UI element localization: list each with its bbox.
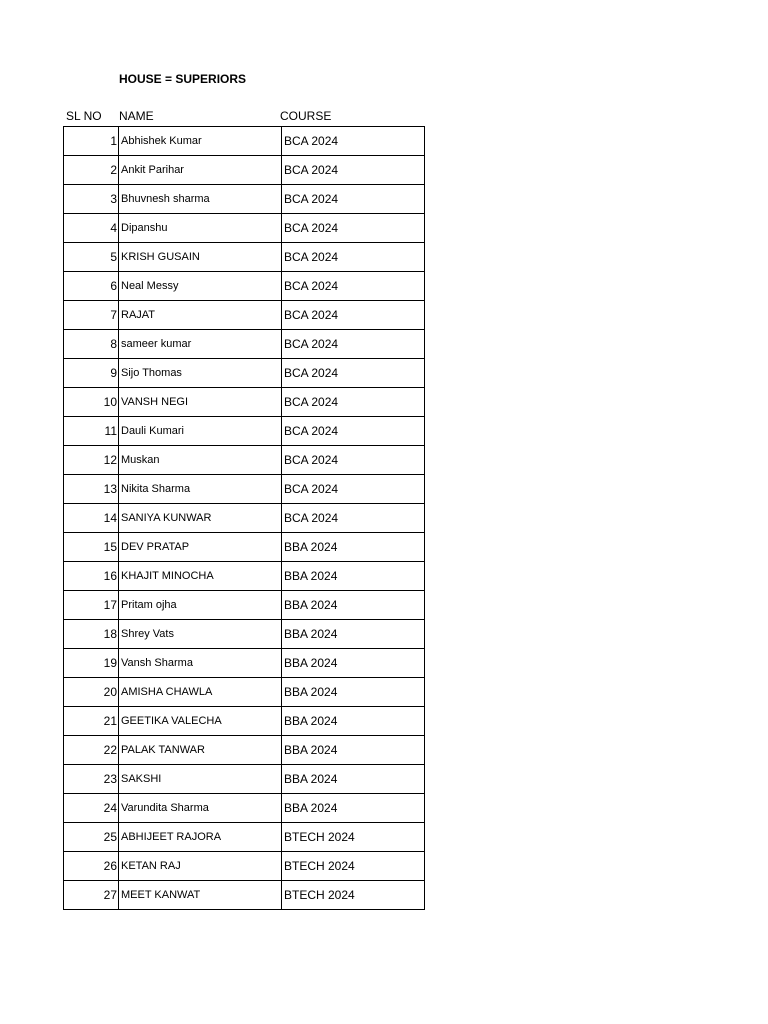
table-row [64, 156, 425, 185]
header-course: COURSE [280, 109, 332, 123]
sl-no-cell: 5 [64, 243, 119, 272]
sl-no-cell: 11 [64, 417, 119, 446]
table-row [64, 417, 425, 446]
course-cell: BCA 2024 [282, 156, 425, 185]
course-cell: BBA 2024 [282, 620, 425, 649]
course-cell: BCA 2024 [282, 504, 425, 533]
name-cell: GEETIKA VALECHA [119, 707, 282, 736]
name-cell: Varundita Sharma [119, 794, 282, 823]
table-row [64, 504, 425, 533]
name-cell: Vansh Sharma [119, 649, 282, 678]
table-row [64, 649, 425, 678]
name-cell: Shrey Vats [119, 620, 282, 649]
course-cell: BCA 2024 [282, 330, 425, 359]
sl-no-cell: 26 [64, 852, 119, 881]
course-cell: BCA 2024 [282, 185, 425, 214]
sl-no-cell: 16 [64, 562, 119, 591]
table-row [64, 214, 425, 243]
sl-no-cell: 9 [64, 359, 119, 388]
sl-no-cell: 3 [64, 185, 119, 214]
roster-table [63, 126, 425, 910]
table-row [64, 301, 425, 330]
name-cell: DEV PRATAP [119, 533, 282, 562]
name-cell: AMISHA CHAWLA [119, 678, 282, 707]
table-row [64, 388, 425, 417]
table-row [64, 736, 425, 765]
course-cell: BCA 2024 [282, 272, 425, 301]
name-cell: KETAN RAJ [119, 852, 282, 881]
course-cell: BCA 2024 [282, 475, 425, 504]
course-cell: BCA 2024 [282, 388, 425, 417]
table-row [64, 359, 425, 388]
sl-no-cell: 20 [64, 678, 119, 707]
course-cell: BCA 2024 [282, 243, 425, 272]
table-row [64, 881, 425, 910]
sl-no-cell: 25 [64, 823, 119, 852]
table-row [64, 852, 425, 881]
course-cell: BBA 2024 [282, 794, 425, 823]
table-row [64, 794, 425, 823]
table-row [64, 446, 425, 475]
table-row [64, 591, 425, 620]
table-row [64, 272, 425, 301]
table-row [64, 185, 425, 214]
name-cell: PALAK TANWAR [119, 736, 282, 765]
course-cell: BCA 2024 [282, 417, 425, 446]
course-cell: BBA 2024 [282, 562, 425, 591]
sl-no-cell: 2 [64, 156, 119, 185]
sl-no-cell: 6 [64, 272, 119, 301]
course-cell: BBA 2024 [282, 533, 425, 562]
table-row [64, 765, 425, 794]
course-cell: BCA 2024 [282, 214, 425, 243]
header-name: NAME [119, 109, 154, 123]
name-cell: Pritam ojha [119, 591, 282, 620]
sl-no-cell: 8 [64, 330, 119, 359]
name-cell: KHAJIT MINOCHA [119, 562, 282, 591]
table-row [64, 620, 425, 649]
course-cell: BTECH 2024 [282, 823, 425, 852]
name-cell: KRISH GUSAIN [119, 243, 282, 272]
sl-no-cell: 17 [64, 591, 119, 620]
sl-no-cell: 13 [64, 475, 119, 504]
sl-no-cell: 14 [64, 504, 119, 533]
course-cell: BTECH 2024 [282, 881, 425, 910]
course-cell: BCA 2024 [282, 446, 425, 475]
sl-no-cell: 10 [64, 388, 119, 417]
name-cell: RAJAT [119, 301, 282, 330]
course-cell: BBA 2024 [282, 649, 425, 678]
table-row [64, 533, 425, 562]
table-row [64, 330, 425, 359]
name-cell: sameer kumar [119, 330, 282, 359]
course-cell: BBA 2024 [282, 678, 425, 707]
name-cell: Abhishek Kumar [119, 127, 282, 156]
name-cell: ABHIJEET RAJORA [119, 823, 282, 852]
table-row [64, 127, 425, 156]
sl-no-cell: 19 [64, 649, 119, 678]
header-sl-no: SL NO [66, 109, 102, 123]
sl-no-cell: 4 [64, 214, 119, 243]
name-cell: Dauli Kumari [119, 417, 282, 446]
name-cell: SANIYA KUNWAR [119, 504, 282, 533]
course-cell: BBA 2024 [282, 707, 425, 736]
name-cell: SAKSHI [119, 765, 282, 794]
course-cell: BCA 2024 [282, 301, 425, 330]
course-cell: BBA 2024 [282, 765, 425, 794]
name-cell: Bhuvnesh sharma [119, 185, 282, 214]
sl-no-cell: 23 [64, 765, 119, 794]
name-cell: MEET KANWAT [119, 881, 282, 910]
sl-no-cell: 1 [64, 127, 119, 156]
sl-no-cell: 15 [64, 533, 119, 562]
name-cell: Nikita Sharma [119, 475, 282, 504]
name-cell: Sijo Thomas [119, 359, 282, 388]
course-cell: BTECH 2024 [282, 852, 425, 881]
sl-no-cell: 12 [64, 446, 119, 475]
table-row [64, 562, 425, 591]
name-cell: Muskan [119, 446, 282, 475]
sl-no-cell: 7 [64, 301, 119, 330]
table-row [64, 243, 425, 272]
name-cell: Neal Messy [119, 272, 282, 301]
sl-no-cell: 22 [64, 736, 119, 765]
course-cell: BBA 2024 [282, 591, 425, 620]
house-title: HOUSE = SUPERIORS [119, 72, 247, 86]
table-row [64, 475, 425, 504]
sl-no-cell: 27 [64, 881, 119, 910]
course-cell: BBA 2024 [282, 736, 425, 765]
table-row [64, 823, 425, 852]
name-cell: VANSH NEGI [119, 388, 282, 417]
course-cell: BCA 2024 [282, 127, 425, 156]
course-cell: BCA 2024 [282, 359, 425, 388]
sl-no-cell: 21 [64, 707, 119, 736]
table-row [64, 678, 425, 707]
roster-table-body [64, 127, 425, 910]
name-cell: Dipanshu [119, 214, 282, 243]
sl-no-cell: 18 [64, 620, 119, 649]
name-cell: Ankit Parihar [119, 156, 282, 185]
sl-no-cell: 24 [64, 794, 119, 823]
table-row [64, 707, 425, 736]
